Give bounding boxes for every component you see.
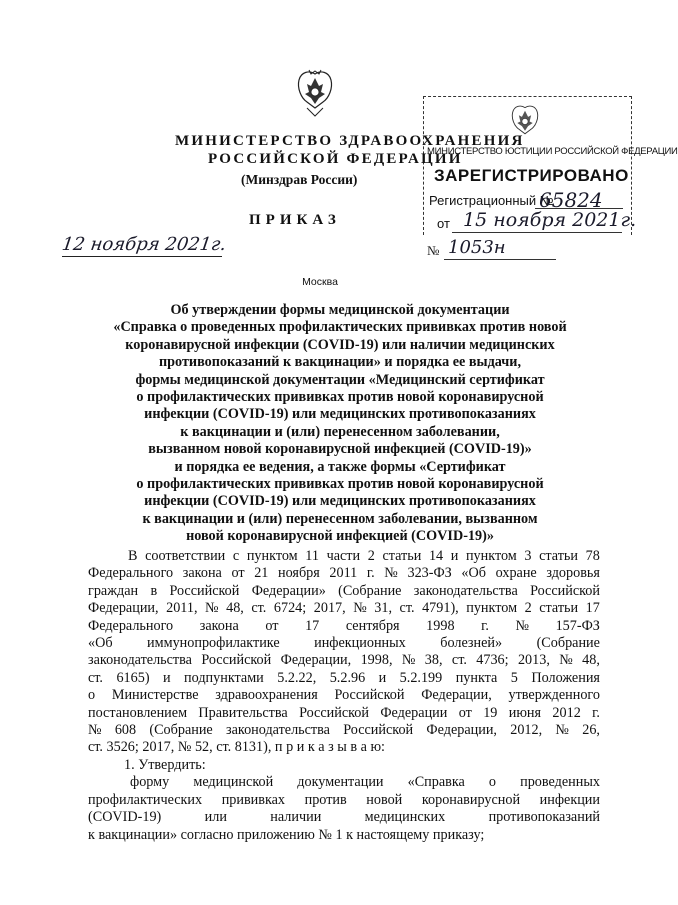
- body-line: к вакцинации» согласно приложению № 1 к настоящему приказу;: [88, 826, 485, 843]
- body-line: В соответствии с пунктом 11 части 2 статьи 14 и пунктом 3 статьи 78: [128, 548, 600, 564]
- heading-line: противопоказаний к вакцинации» и порядка ее выдачи,: [158, 354, 522, 371]
- heading-line: вызванном новой коронавирусной инфекцией (COVID-19)»: [148, 441, 532, 458]
- body-line: профилактических прививках против новой коронавирусной инфекции: [88, 791, 600, 808]
- ministry-short-name: (Минздрав России): [241, 172, 358, 187]
- body-line: ст. 3526; 2017, № 52, ст. 8131), п р и к а з ы в а ю:: [88, 739, 386, 756]
- stamp-regnum-value: 65824: [539, 188, 603, 212]
- heading-line: коронавирусной инфекции (COVID-19) или наличии медицинских: [125, 336, 555, 353]
- body-line: № 608 (Собрание законодательства Российской Федерации, 2012, № 26,: [88, 722, 600, 739]
- order-title: ПРИКАЗ: [249, 212, 341, 228]
- heading-line: к вакцинации и (или) перенесенном заболевании,: [180, 423, 500, 440]
- city: Москва: [302, 276, 338, 288]
- heading-line: к вакцинации и (или) перенесенном заболевании, вызванном: [142, 510, 538, 527]
- body-line: ст. 6165) и подпунктами 5.2.22, 5.2.96 и 5.2.199 пункта 5 Положения: [88, 669, 600, 686]
- coat-of-arms-emblem: [295, 68, 335, 120]
- heading-line: и порядка ее ведения, а также формы «Сертификат: [174, 458, 506, 475]
- body-line: о Министерстве здравоохранения Российской Федерации, утвержденного: [88, 687, 600, 704]
- body-line: постановлением Правительства Российской Федерации от 19 июня 2012 г.: [88, 704, 600, 721]
- document-body: [88, 548, 600, 844]
- heading-line: инфекции (COVID-19) или медицинских противопоказаниях: [144, 493, 536, 510]
- heading-line: о профилактических прививках против новой коронавирусной: [136, 389, 544, 406]
- body-item-line: 1. Утвердить:: [124, 756, 206, 773]
- body-line: «Об иммунопрофилактике инфекционных болезней» (Собрание: [88, 635, 600, 652]
- body-line: Федерации, 2011, № 48, ст. 6724; 2017, № 31, ст. 4791), пунктом 2 статьи 17: [88, 600, 600, 617]
- order-number-label: №: [427, 243, 440, 258]
- ministry-name-line2: РОССИЙСКОЙ ФЕДЕРАЦИИ: [208, 151, 463, 167]
- heading-line: Об утверждении формы медицинской документации: [170, 302, 510, 318]
- heading-line: инфекции (COVID-19) или медицинских противопоказаниях: [144, 406, 536, 423]
- stamp-date-prefix: от: [437, 216, 450, 231]
- order-number-underline: [444, 259, 556, 260]
- body-line: форму медицинской документации «Справка о проведенных: [130, 774, 600, 791]
- document-heading: [70, 302, 610, 546]
- stamp-registered-label: ЗАРЕГИСТРИРОВАНО: [434, 166, 629, 185]
- order-date: 12 ноября 2021г.: [60, 234, 228, 255]
- body-line: (COVID-19) или наличии медицинских противопоказаний: [88, 809, 600, 826]
- stamp-date-underline: [452, 232, 622, 233]
- ministry-name-line1: МИНИСТЕРСТВО ЗДРАВООХРАНЕНИЯ: [175, 133, 525, 149]
- body-line: граждан в Российской Федерации» (Собрание законодательства Российской: [88, 582, 600, 599]
- body-line: законодательства Российской Федерации, 1998, № 38, ст. 4736; 2013, № 48,: [88, 652, 600, 669]
- order-number-value: 1053н: [448, 237, 506, 258]
- body-line: Федерального закона от 17 сентября 1998 г. № 157-ФЗ: [88, 617, 600, 634]
- stamp-date-value: 15 ноября 2021г.: [463, 209, 637, 231]
- heading-line: формы медицинской документации «Медицинский сертификат: [135, 371, 545, 388]
- heading-line: новой коронавирусной инфекцией (COVID-19)»: [186, 528, 494, 545]
- order-date-underline: [62, 256, 222, 257]
- body-line: Федерального закона от 21 ноября 2011 г. № 323-ФЗ «Об охране здоровья: [88, 565, 600, 582]
- stamp-ministry-name: МИНИСТЕРСТВО ЮСТИЦИИ РОССИЙСКОЙ ФЕДЕРАЦИИ: [427, 146, 678, 157]
- stamp-regnum-label: Регистрационный №: [429, 193, 554, 208]
- heading-line: «Справка о проведенных профилактических прививках против новой: [113, 319, 567, 336]
- heading-line: о профилактических прививках против новой коронавирусной: [136, 476, 544, 493]
